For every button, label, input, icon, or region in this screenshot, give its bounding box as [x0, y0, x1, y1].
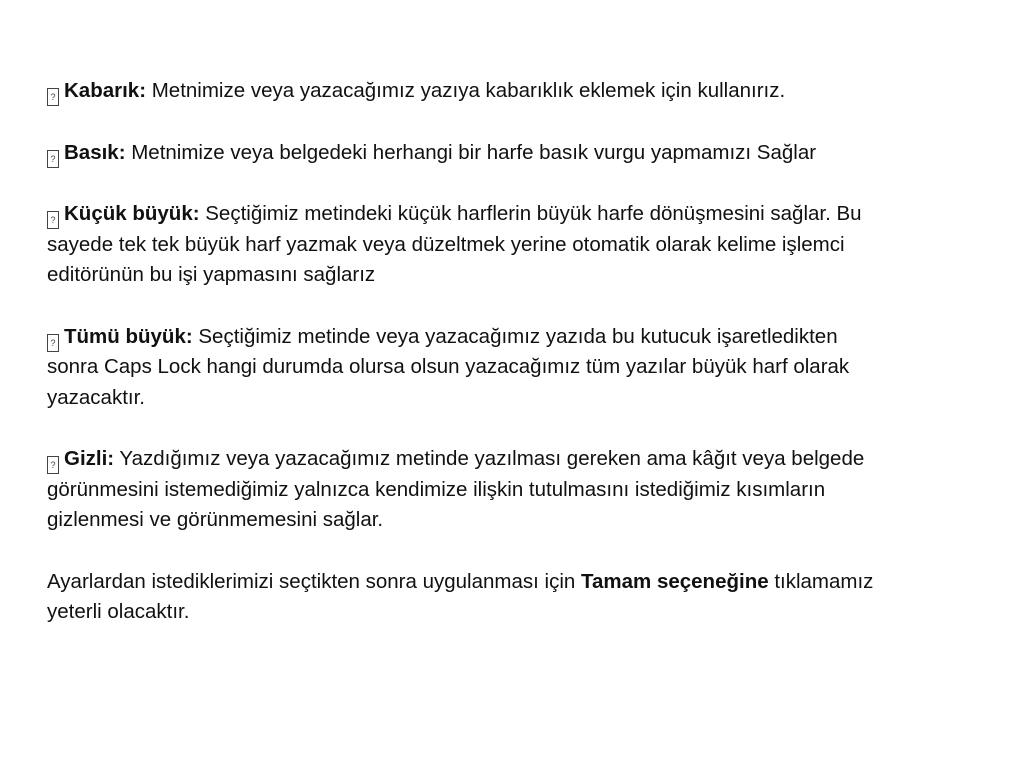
closing-paragraph — [47, 567, 877, 628]
closing-text-end: tıklamamız yeterli olacaktır. — [47, 569, 874, 623]
slide-body — [47, 76, 877, 659]
missing-glyph-icon: ? — [47, 334, 59, 352]
missing-glyph-icon: ? — [47, 88, 59, 106]
item-text: Seçtiğimiz metindeki küçük harflerin büyük harfe dönüşmesini sağlar. Bu sayede tek tek büyük harf yazmak veya düzeltmek yerine otomatik olarak kelime işlemci editörünün bu işi yapmasını sağlarız — [47, 202, 862, 286]
item-text: Yazdığımız veya yazacağımız metinde yazılması gereken ama kâğıt veya belgede görünmesini istemediğimiz yalnızca kendimize ilişkin tutulmasını istediğimiz kısımların gizlenmesi ve görünmemesini sağlar. — [47, 447, 865, 531]
missing-glyph-icon: ? — [47, 456, 59, 474]
item-text: Metnimize veya belgedeki herhangi bir harfe basık vurgu yapmamızı Sağlar — [125, 140, 817, 164]
list-item — [47, 322, 877, 414]
list-item — [47, 138, 877, 169]
item-term: Tümü büyük: — [64, 324, 193, 348]
missing-glyph-icon: ? — [47, 211, 59, 229]
item-term: Basık: — [64, 140, 126, 164]
missing-glyph-icon: ? — [47, 150, 59, 168]
item-text: Seçtiğimiz metinde veya yazacağımız yazıda bu kutucuk işaretledikten sonra Caps Lock hangi durumda olursa olsun yazacağımız tüm yazılar büyük harf olarak yazacaktır. — [47, 324, 850, 409]
item-text: Metnimize veya yazacağımız yazıya kabarıklık eklemek için kullanırız. — [146, 79, 786, 102]
item-term: Küçük büyük: — [64, 202, 200, 225]
list-item — [47, 444, 877, 536]
closing-text: Ayarlardan istediklerimizi seçtikten sonra uygulanması için — [47, 569, 581, 593]
closing-bold-text: Tamam seçeneğine — [581, 569, 769, 593]
item-term: Gizli: — [64, 447, 115, 470]
list-item — [47, 76, 877, 107]
item-term: Kabarık: — [64, 79, 147, 102]
list-item — [47, 199, 877, 291]
